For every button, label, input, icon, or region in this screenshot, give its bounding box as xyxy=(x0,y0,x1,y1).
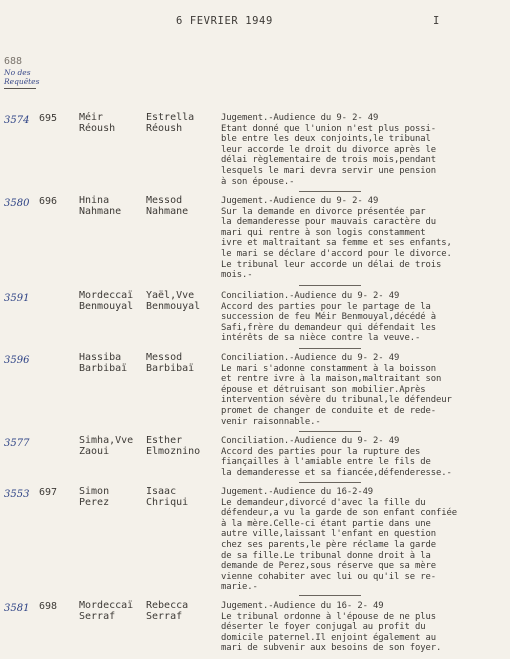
order-number: 696 xyxy=(39,196,58,207)
requete-number: 3581 xyxy=(4,603,30,614)
requete-number: 3596 xyxy=(4,355,30,366)
plaintiff-name: Mordeccaï Serraf xyxy=(79,600,134,622)
margin-header-label: No des Requêtes xyxy=(4,68,40,86)
defendant-name: Yaël,Vve Benmouyal xyxy=(146,290,201,312)
margin-header-number: 688 xyxy=(4,56,23,67)
defendant-name: Rebecca Serraf xyxy=(146,600,189,622)
ruling-text: Conciliation.-Audience du 9- 2- 49 Accord des parties pour le partage de la succession de feu Méir Benmouyal,décédé à Safi,frère du demandeur qui défendait les intérêts de sa nièce contre la veuve.- xyxy=(221,291,436,344)
requete-number: 3553 xyxy=(4,489,30,500)
plaintiff-name: Simon Perez xyxy=(79,486,110,508)
entry-divider xyxy=(299,285,361,286)
plaintiff-name: Hnina Nahmane xyxy=(79,195,122,217)
ruling-text: Jugement.-Audience du 9- 2- 49 Etant donné que l'union n'est plus possi- ble entre les deux conjoints,le tribunal leur accorde le droit du divorce après le délai règlementaire de trois mois,pendant lesquels le mari devra servir une pension à son épouse.- xyxy=(221,113,436,187)
ruling-text: Jugement.-Audience du 16-2-49 Le demandeur,divorcé d'avec la fille du défendeur,a vu la garde de son enfant confiée à la mère.Celle-ci étant partie dans une autre ville,laissant l'enfant en question chez ses parents,le père réclame la garde de sa fille.Le tribunal donne droit à la demande de Perez,sous réserve que sa mère vienne cohabiter avec lui ou qu'il se re- marie.- xyxy=(221,487,457,593)
entry-divider xyxy=(299,191,361,192)
requete-number: 3574 xyxy=(4,115,30,126)
plaintiff-name: Méir Réoush xyxy=(79,112,116,134)
ruling-text: Jugement.-Audience du 16- 2- 49 Le tribunal ordonne à l'épouse de ne plus déserter le foyer conjugal au profit du domicile paternel.Il enjoint également au mari de subvenir aux besoins de son foyer. xyxy=(221,601,442,654)
order-number: 695 xyxy=(39,113,58,124)
plaintiff-name: Simha,Vve Zaoui xyxy=(79,435,134,457)
ruling-text: Jugement.-Audience du 9- 2- 49 Sur la demande en divorce présentée par la demanderesse pour mauvais caractère du mari qui rentre à son logis constamment ivre et maltraitant sa femme et ses enfants, le mari se déclare d'accord pour le divorce. Le tribunal leur accorde un délai de trois mois.- xyxy=(221,196,452,281)
defendant-name: Messod Barbibaï xyxy=(146,352,195,374)
entry-divider xyxy=(299,348,361,349)
entry-divider xyxy=(299,595,361,596)
margin-header-rule xyxy=(4,88,36,89)
ruling-text: Conciliation.-Audience du 9- 2- 49 Accord des parties pour la rupture des fiançailles à l'amiable entre le fils de la demanderesse et sa fiancée,défenderesse.- xyxy=(221,436,452,478)
plaintiff-name: Hassiba Barbibaï xyxy=(79,352,128,374)
page-header xyxy=(0,8,510,28)
margin-header xyxy=(4,56,40,89)
plaintiff-name: Mordeccaï Benmouyal xyxy=(79,290,134,312)
defendant-name: Isaac Chriqui xyxy=(146,486,189,508)
entry-divider xyxy=(299,431,361,432)
entry-divider xyxy=(299,482,361,483)
order-number: 697 xyxy=(39,487,58,498)
defendant-name: Estrella Réoush xyxy=(146,112,195,134)
requete-number: 3580 xyxy=(4,198,30,209)
page-number: I xyxy=(433,15,440,27)
order-number: 698 xyxy=(39,601,58,612)
page-date: 6 FEVRIER 1949 xyxy=(176,15,273,27)
requete-number: 3577 xyxy=(4,438,30,449)
defendant-name: Esther Elmoznino xyxy=(146,435,201,457)
requete-number: 3591 xyxy=(4,293,30,304)
ruling-text: Conciliation.-Audience du 9- 2- 49 Le mari s'adonne constamment à la boisson et rentre ivre à la maison,maltraitant son épouse et détruisant son mobilier.Après intervention sévère du tribunal,le défendeur promet de changer de conduite et de rede- venir raisonnable.- xyxy=(221,353,452,427)
defendant-name: Messod Nahmane xyxy=(146,195,189,217)
